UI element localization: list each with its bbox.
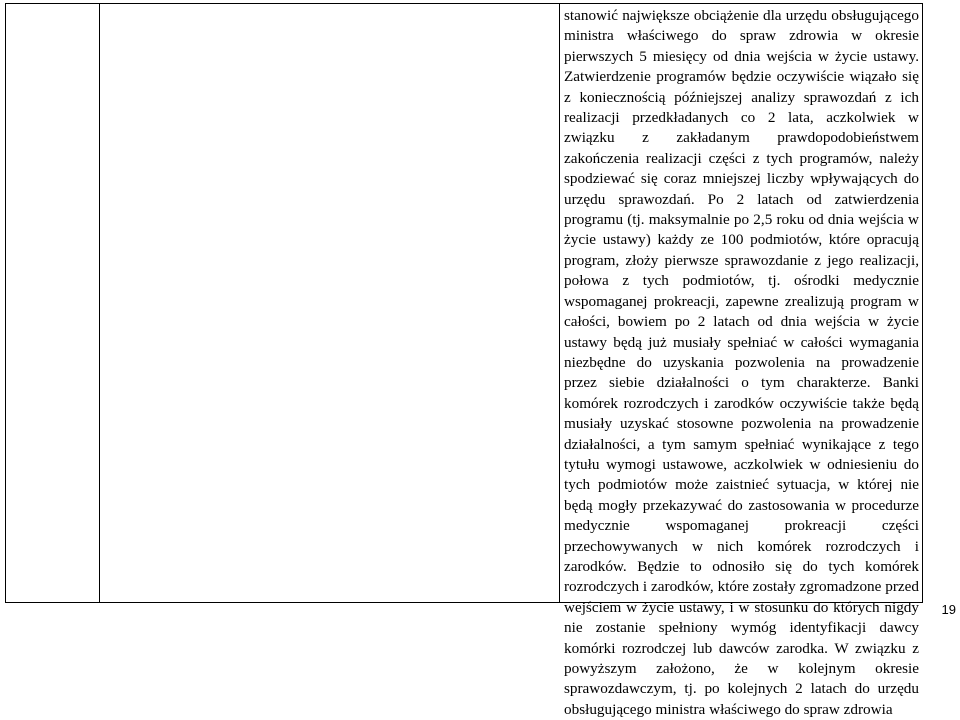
- table-cell-text: [560, 4, 922, 718]
- page-number: 19: [941, 602, 956, 617]
- document-table: [5, 3, 923, 718]
- paragraph-text: stanowić największe obciążenie dla urzędu obsługującego ministra właściwego do spraw zdrowia w okresie pierwszych 5 miesięcy od dnia wejścia w życie ustawy. Zatwierdzenie programów będzie oczywiście wiązało się z koniecznością późniejszej analizy sprawozdań z ich realizacji przedkładanych co 2 lata, aczkolwiek w związku z zakładanym prawdopodobieństwem zakończenia realizacji części z tych programów, należy spodziewać się coraz mniejszej liczby wpływających do urzędu sprawozdań. Po 2 latach od zatwierdzenia programu (tj. maksymalnie po 2,5 roku od dnia wejścia w życie ustawy) każdy ze 100 podmiotów, które opracują program, złoży pierwsze sprawozdanie z jego realizacji, połowa z tych podmiotów, tj. ośrodki medycznie wspomaganej prokreacji, zapewne zrealizują program w całości, bowiem po 2 latach od dnia wejścia w życie ustawy będą już musiały spełniać w całości wymagania niezbędne do uzyskania pozwolenia na prowadzenie przez siebie działalności o tym charakterze. Banki komórek rozrodczych i zarodków oczywiście także będą musiały uzyskać stosowne pozwolenia na prowadzenie działalności, a tym samym spełniać wynikające z tego tytułu wymogi ustawowe, aczkolwiek w odniesieniu do tych podmiotów może zaistnieć sytuacja, w której nie będą mogły przekazywać do zastosowania w procedurze medycznie wspomaganej prokreacji części przechowywanych w nich komórek rozrodczych i zarodków. Będzie to odnosiło się do tych komórek rozrodczych i zarodków, które zostały zgromadzone przed wejściem w życie ustawy, i w stosunku do których nigdy nie zostanie spełniony wymóg identyfikacji dawcy komórki rozrodczej lub dawców zarodka. W związku z powyższym założono, że w kolejnym okresie sprawozdawczym, tj. po kolejnych 2 latach do urzędu obsługującego ministra właściwego do spraw zdrowia: [564, 7, 919, 718]
- table-cell-empty-first: [6, 4, 100, 602]
- table-cell-empty-second: [100, 4, 560, 602]
